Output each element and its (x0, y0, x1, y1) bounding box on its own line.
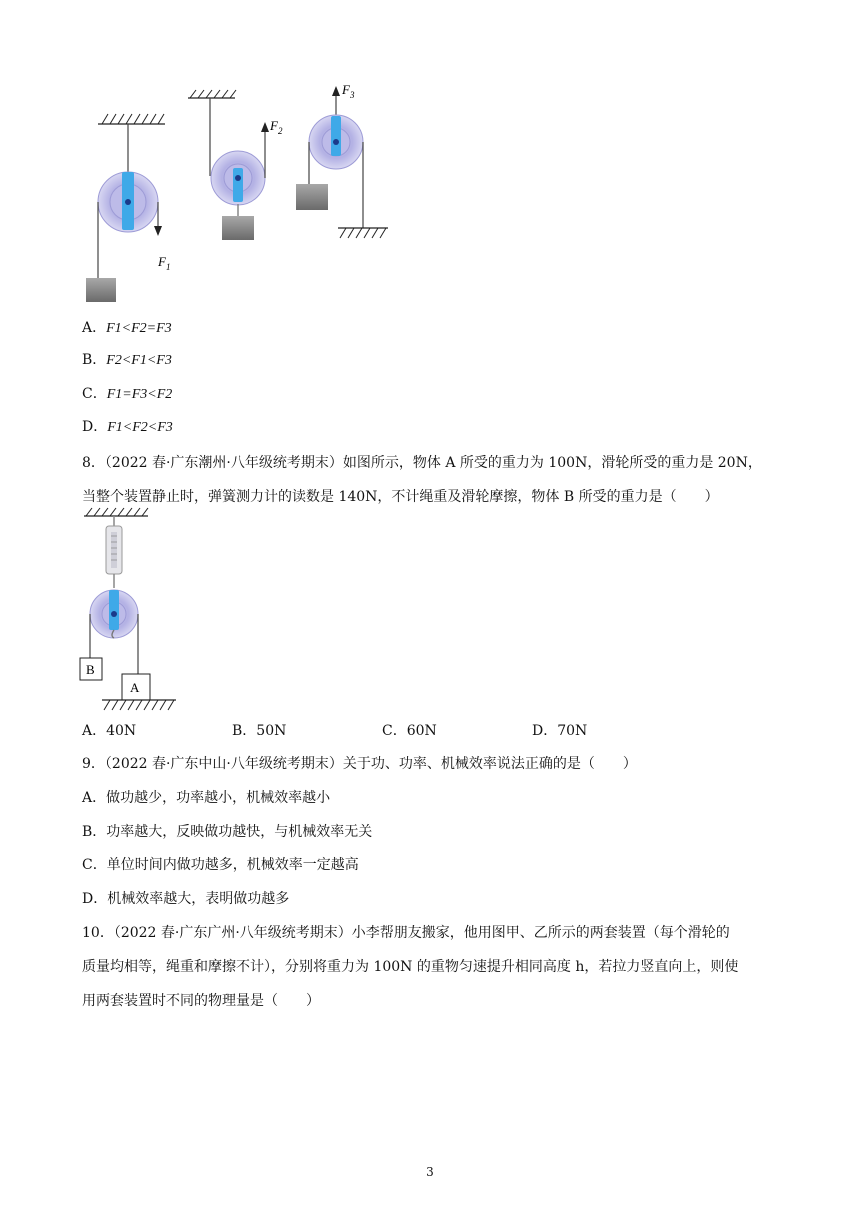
q8-option-a: A．40N (82, 723, 137, 739)
q8-stem: 8．（2022 春·广东潮州·八年级统考期末）如图所示，物体 A 所受的重力为 100N，滑轮所受的重力是 20N， 当整个装置静止时，弹簧测力计的读数是 140N，不计绳重及滑轮摩擦，物体 B 所受的重力是（ ） (82, 455, 762, 505)
q8-option-b: B．50N (232, 723, 287, 739)
spring-scale-figure (76, 504, 186, 714)
q10-stem: 10．（2022 春·广东广州·八年级统考期末）小李帮朋友搬家，他用图甲、乙所示的两套装置（每个滑轮的 质量均相等，绳重和摩擦不计），分别将重力为 100N 的重物匀速提升相同高度 h，若拉力竖直向上，则使 用两套装置时不同的物理量是（ ） (82, 925, 739, 1009)
block-a-label: A (130, 680, 140, 695)
fixed-pulley-1 (86, 114, 165, 302)
q7-option-b: B．F2<F1<F3 (82, 352, 172, 368)
q9-option-c: C．单位时间内做功越多，机械效率一定越高 (82, 857, 359, 873)
q9-option-a: A．做功越少，功率越小，机械效率越小 (82, 790, 331, 806)
q7-option-d: D．F1<F2<F3 (82, 419, 173, 435)
q8-option-c: C．60N (382, 723, 437, 739)
movable-pulley-3 (296, 86, 388, 238)
q8-option-d: D．70N (532, 723, 588, 739)
movable-pulley-2 (188, 90, 269, 240)
page-number: 3 (426, 1165, 434, 1179)
f2-label: $F_2$ (270, 118, 283, 136)
f3-label: $F_3$ (342, 82, 355, 100)
q9-option-d: D．机械效率越大，表明做功越多 (82, 891, 290, 907)
q9-stem: 9．（2022 春·广东中山·八年级统考期末）关于功、功率、机械效率说法正确的是（ ） (82, 756, 637, 772)
f1-label: $F_1$ (158, 254, 171, 272)
pulley-figure (70, 80, 410, 310)
block-b-label: B (86, 662, 95, 677)
q9-option-b: B．功率越大，反映做功越快，与机械效率无关 (82, 824, 373, 840)
q7-option-a: A．F1<F2=F3 (82, 320, 172, 336)
q7-option-c: C．F1=F3<F2 (82, 386, 173, 402)
